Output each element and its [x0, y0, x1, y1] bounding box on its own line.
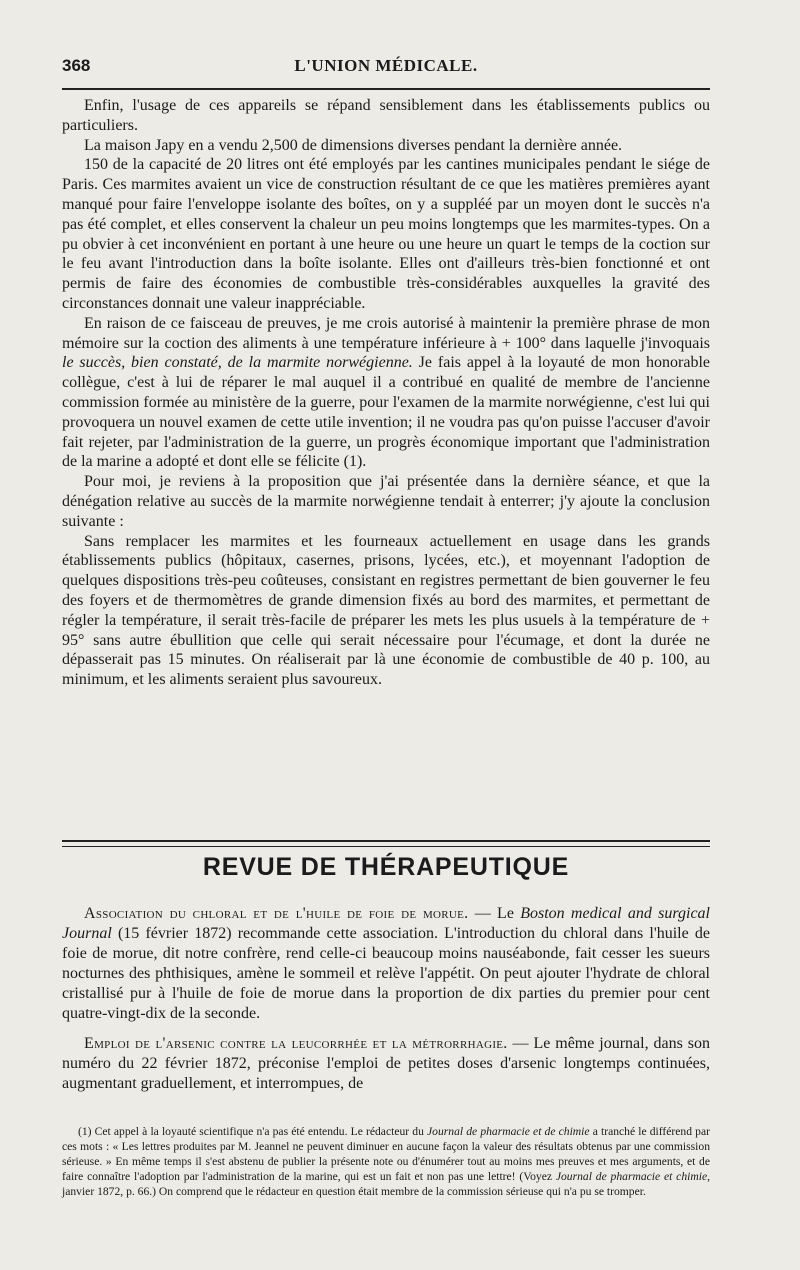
footnote [62, 1124, 710, 1199]
header-rule [62, 88, 710, 90]
footnote-journal-2: Journal de pharmacie et chimie [555, 1170, 708, 1183]
paragraph-2: La maison Japy en a vendu 2,500 de dimensions diverses pendant la dernière année. [84, 136, 623, 154]
page-header [62, 52, 710, 86]
paragraph-6: Sans remplacer les marmites et les fourneaux actuellement en usage dans les grands établissements publics (hôpitaux, casernes, prisons, lycées, etc.), et moyennant l'adoption de quelques dispositions très-peu coûteuses, consistant en registres permettant de bien gouverner le feu des foyers et de thermomètres de grande dimension fixés au bord des marmites, et permettant de régler la température, il serait très-facile de préparer les mets les plus usuels à la température de + 95° sans autre ébullition que celle qui serait nécessaire pour l'écumage, et dont la durée ne dépasserait pas 15 minutes. On réaliserait par là une économie de combustible de 40 p. 100, au minimum, et les aliments seraient plus savoureux. [62, 532, 710, 689]
section-title: REVUE DE THÉRAPEUTIQUE [202, 853, 570, 881]
footnote-part-b: a tranché le différend par ces mots : « Les lettres produites par M. Jeannel ne peuvent diminuer en aucune façon la valeur des résultats obtenus par une commission sérieuse. » En même temps il s'est abstenu de publier la présente note ou d'énumérer tout au moins mes preuves et mes arguments, et de faire connaître l'adoption par l'administration de la marine, qui est un fait et non pas une lettre! (Voyez [62, 1125, 710, 1183]
therapy-heading-1: Association du chloral et de l'huile de foie de morue. [84, 905, 469, 922]
therapy-paragraph-1 [62, 904, 710, 1024]
therapy-text-1: (15 février 1872) recommande cette association. L'introduction du chloral dans l'huile de foie de morue, dit notre confrère, rend celle-ci beaucoup moins nauséabonde, fait cesser les sueurs nocturnes des phthisiques, amène le sommeil et relève l'appétit. On peut ajouter l'hydrate de chloral cristallisé pur à l'huile de foie de morue dans la proportion de dix parties du premier pour cent quatre-vingt-dix de la seconde. [62, 925, 710, 1022]
footnote-text [62, 1124, 710, 1199]
paragraph-5: Pour moi, je reviens à la proposition que j'ai présentée dans la dernière séance, et que la dénégation relative au succès de la marmite norwégienne tendait à enterrer; j'y ajoute la conclusion suivante : [62, 473, 710, 530]
paragraph-4 [62, 314, 710, 472]
section-rule [62, 840, 710, 847]
therapy-text-2: — Le même journal, dans son numéro du 22 février 1872, préconise l'emploi de petites doses d'arsenic longtemps continuées, augmentant graduellement, et interrompues, de [62, 1035, 711, 1092]
paragraph-3: 150 de la capacité de 20 litres ont été employés par les cantines municipales pendant le siége de Paris. Ces marmites avaient un vice de construction résultant de ce que les matières premières ayant manqué pour faire l'enveloppe isolante des boîtes, on y a suppléé par un moyen dont le succès n'a pas été complet, et elles conservent la chaleur un peu moins longtemps que les marmites-types. On a pu obvier à cet inconvénient en portant à une heure ou une heure un quart le temps de la coction sur le feu avant l'introduction dans la boîte isolante. Elles ont d'ailleurs très-bien fonctionné et ont permis de faire des économies de combustible très-considérables auxquelles la gravité des circonstances donnait une valeur inappréciable. [62, 156, 710, 312]
paragraph-1: Enfin, l'usage de ces appareils se répand sensiblement dans les établissements publics ou particuliers. [62, 97, 710, 134]
therapy-review [62, 904, 710, 1104]
journal-name: Boston medical and surgical Journal [62, 905, 710, 942]
footnote-part-a: (1) Cet appel à la loyauté scientifique n'a pas été entendu. Le rédacteur du [78, 1125, 428, 1138]
running-title: L'UNION MÉDICALE. [294, 56, 478, 75]
article-body [62, 96, 710, 690]
footnote-journal-1: Journal de pharmacie et de chimie [427, 1125, 590, 1138]
paragraph-4-start: En raison de ce faisceau de preuves, je me crois autorisé à maintenir la première phrase de mon mémoire sur la coction des aliments à une température inférieure à + 100° dans laquelle j'invoquais [62, 314, 710, 352]
therapy-paragraph-2 [62, 1034, 710, 1094]
page-number: 368 [62, 56, 91, 75]
paragraph-4-end: Je fais appel à la loyauté de mon honorable collègue, c'est à lui de réparer le mal auquel il a contribué en qualité de membre de l'ancienne commission formée au ministère de la guerre, pour l'examen de la marmite norwégienne, c'est lui qui provoquera un nouvel examen de cette utile invention; il ne voudra pas qu'on puisse l'accuser d'avoir fait rejeter, par l'administration de la guerre, un progrès économique important que l'administration de la marine a adopté et dont elle se félicite (1). [62, 354, 711, 471]
dash-text: — Le [468, 905, 521, 922]
paragraph-4-quote: le succès, bien constaté, de la marmite norwégienne. [62, 354, 413, 372]
therapy-heading-2: Emploi de l'arsenic contre la leucorrhée et la métrorrhagie. [84, 1035, 508, 1052]
footnote-part-c: , janvier 1872, p. 66.) On comprend que le rédacteur en question était membre de la commission sérieuse qui n'a pu se tromper. [62, 1170, 710, 1198]
